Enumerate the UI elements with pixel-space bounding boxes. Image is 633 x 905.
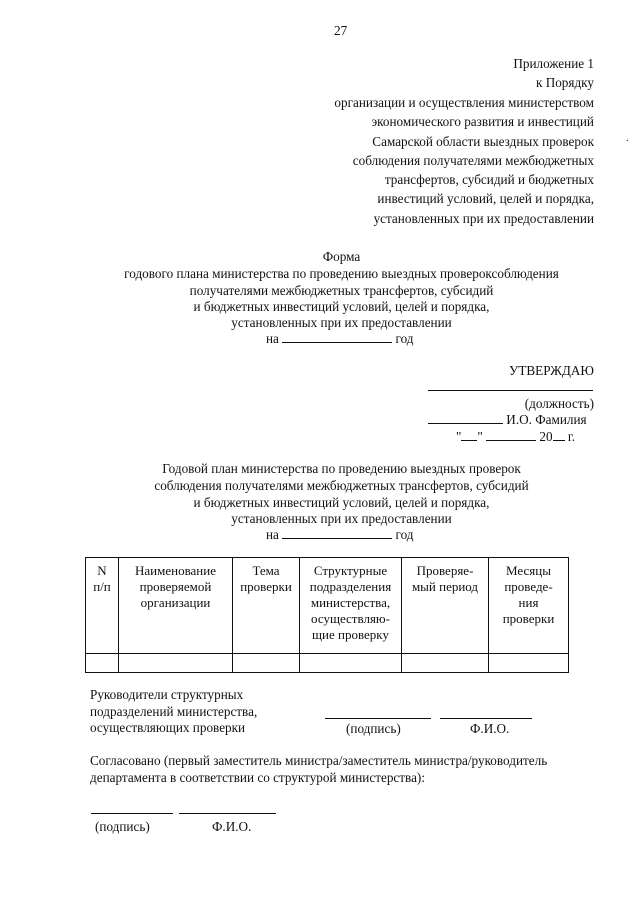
position-label: (должность) [524, 396, 594, 411]
heads-line: осуществляющих проверки [90, 720, 246, 735]
appendix-line: Приложение 1 [513, 56, 594, 71]
month-blank[interactable] [486, 430, 536, 441]
heads-line: Руководители структурных [90, 687, 244, 702]
form-title-line: и бюджетных инвестиций условий, целей и порядка, [193, 299, 490, 314]
table-row [86, 654, 569, 673]
name-signature-row [428, 413, 587, 426]
appendix-line: инвестиций условий, целей и порядка, [377, 191, 594, 206]
plan-year-line [266, 528, 414, 541]
table-cell[interactable] [489, 654, 569, 673]
header-organization: Наименование проверяемой организации [119, 558, 233, 654]
header-topic: Тема проверки [233, 558, 300, 654]
agreed-signature-line[interactable] [91, 813, 173, 814]
form-heading: Форма [322, 249, 361, 264]
table-header-row [86, 558, 569, 654]
appendix-line: к Порядку [535, 75, 594, 90]
form-title-line: получателями межбюджетных трансфертов, субсидий [189, 283, 494, 298]
agreed-line: Согласовано (первый заместитель министра/заместитель министра/руководитель [90, 753, 548, 768]
form-title-line: годового плана министерства по проведению выездных провероксоблюдения [124, 266, 559, 281]
appendix-line: Самарской области выездных проверок [372, 134, 594, 149]
agreed-line: департамента в соответствии со структурой министерства): [90, 770, 425, 785]
date-close-quote: " [477, 429, 483, 444]
heads-signature-label: (подпись) [346, 721, 401, 736]
header-months: Месяцы проведе- ния проверки [489, 558, 569, 654]
table-cell[interactable] [86, 654, 119, 673]
year-blank[interactable] [282, 528, 392, 539]
plan-title-line: установленных при их предоставлении [231, 511, 452, 526]
heads-line: подразделений министерства, [90, 704, 258, 719]
agreed-fio-label: Ф.И.О. [212, 819, 252, 834]
year-suffix: год [395, 331, 414, 346]
year-blank[interactable] [553, 430, 565, 441]
form-title-line: установленных при их предоставлении [231, 315, 452, 330]
approval-date-row [456, 430, 575, 443]
year-prefix: на [266, 527, 279, 542]
margin-mark: . [626, 133, 629, 144]
table-cell[interactable] [402, 654, 489, 673]
year-suffix: г. [567, 429, 576, 444]
approval-title: УТВЕРЖДАЮ [508, 363, 594, 378]
header-number: N п/п [86, 558, 119, 654]
name-signature-blank[interactable] [428, 413, 503, 424]
header-departments: Структурные подразделения министерства, осуществляю- щие проверку [300, 558, 402, 654]
agreed-fio-line[interactable] [179, 813, 276, 814]
day-blank[interactable] [461, 430, 477, 441]
heads-fio-label: Ф.И.О. [470, 721, 510, 736]
heads-fio-line[interactable] [440, 718, 532, 719]
form-year-line [266, 332, 414, 345]
table-cell[interactable] [233, 654, 300, 673]
appendix-line: установленных при их предоставлении [373, 211, 594, 226]
plan-table [85, 557, 569, 673]
table-cell[interactable] [300, 654, 402, 673]
position-signature-line[interactable] [428, 390, 593, 391]
plan-title-line: Годовой план министерства по проведению выездных проверок [162, 461, 521, 476]
name-label: И.О. Фамилия [506, 412, 587, 427]
agreed-signature-label: (подпись) [95, 819, 150, 834]
header-period: Проверяе- мый период [402, 558, 489, 654]
appendix-line: экономического развития и инвестиций [371, 114, 594, 129]
appendix-line: трансфертов, субсидий и бюджетных [384, 172, 594, 187]
page-number: 27 [334, 23, 348, 38]
heads-signature-line[interactable] [325, 718, 431, 719]
appendix-line: организации и осуществления министерством [334, 95, 594, 110]
appendix-line: соблюдения получателями межбюджетных [352, 153, 594, 168]
date-open-quote: " [456, 429, 462, 444]
plan-title-line: соблюдения получателями межбюджетных трансфертов, субсидий [154, 478, 529, 493]
plan-title-line: и бюджетных инвестиций условий, целей и порядка, [193, 495, 490, 510]
table-cell[interactable] [119, 654, 233, 673]
year-suffix: год [395, 527, 414, 542]
year-prefix: 20 [539, 429, 553, 444]
year-prefix: на [266, 331, 279, 346]
year-blank[interactable] [282, 332, 392, 343]
